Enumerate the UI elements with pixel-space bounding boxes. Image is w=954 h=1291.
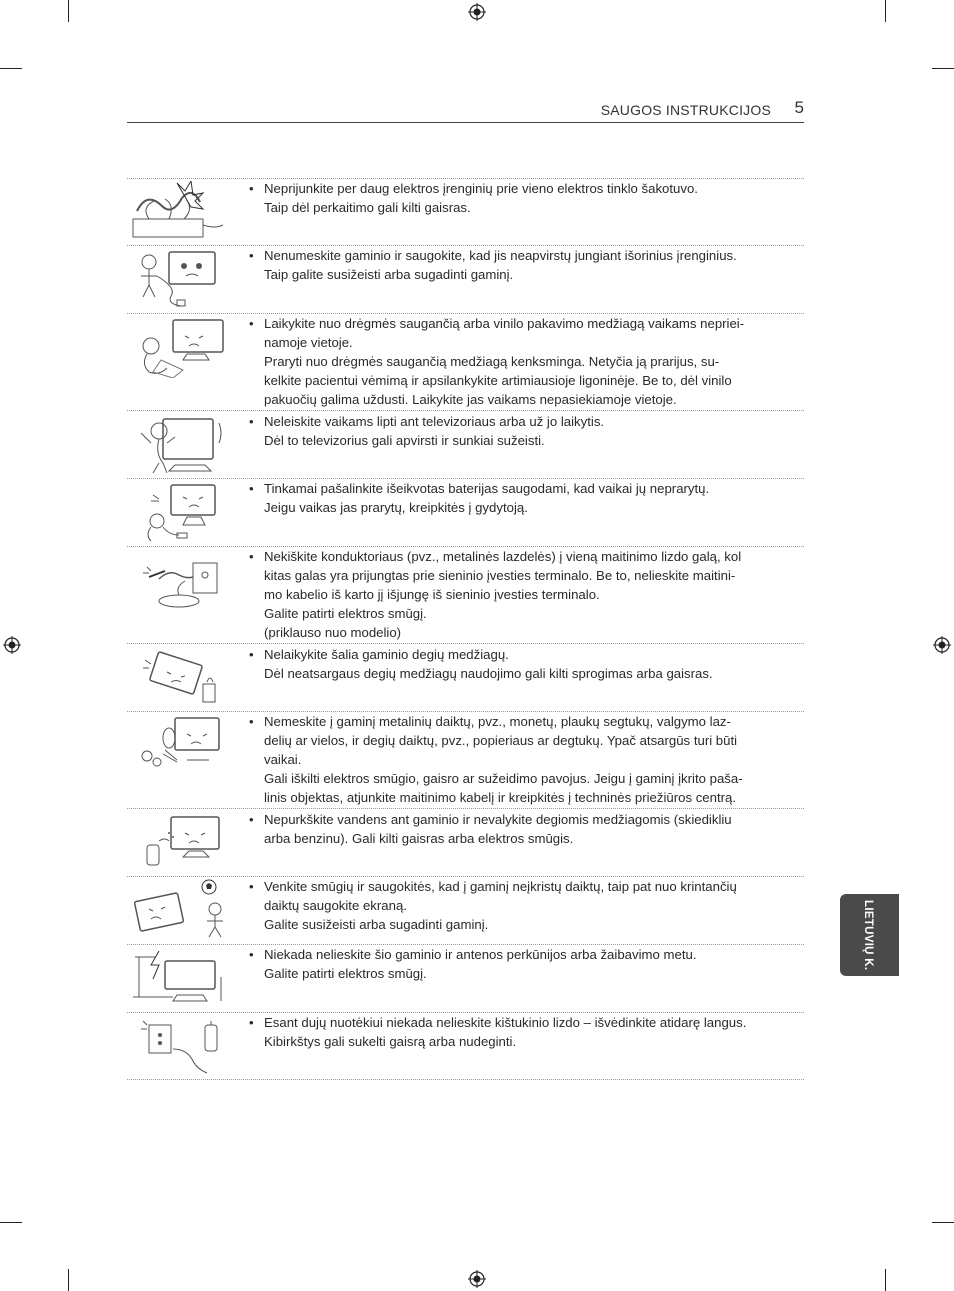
instruction-row: [127, 546, 804, 643]
language-tab-label: LIETUVIŲ K.: [862, 900, 874, 971]
bullet-icon: •: [249, 714, 254, 729]
bullet-icon: •: [249, 1015, 254, 1030]
instruction-row: [127, 876, 804, 944]
instruction-line: Tinkamai pašalinkite išeikvotas baterijas saugodami, kad vaikai jų neprarytų.: [264, 481, 710, 496]
instruction-text: [249, 645, 789, 683]
instruction-text: [249, 314, 789, 409]
page-number: 5: [794, 98, 804, 117]
child-climbing-tv-illustration-icon: [129, 413, 233, 475]
instruction-line: namoje vietoje.: [264, 335, 353, 350]
instruction-text: [249, 479, 789, 517]
water-spray-illustration-icon: [129, 811, 233, 873]
instruction-line: arba benzinu). Gali kilti gaisras arba elektros smūgis.: [264, 831, 574, 846]
instruction-row: [127, 808, 804, 876]
crop-mark: [68, 1269, 69, 1291]
section-title: SAUGOS INSTRUKCIJOS: [600, 102, 771, 118]
registration-mark-icon: [468, 1270, 486, 1288]
instruction-line: kelkite pacientui vėmimą ir apsilankykite artimiausioje ligoninėje. Be to, dėl vinilo: [264, 373, 732, 388]
ball-impact-illustration-icon: [129, 879, 233, 941]
registration-mark-icon: [3, 636, 21, 654]
child-pulling-cable-illustration-icon: [129, 248, 233, 310]
bullet-icon: •: [249, 647, 254, 662]
bullet-icon: •: [249, 414, 254, 429]
instruction-line: Galite patirti elektros smūgį.: [264, 606, 427, 621]
crop-mark: [885, 0, 886, 22]
instruction-text: [249, 412, 789, 450]
instruction-line: daiktų saugokite ekraną.: [264, 898, 407, 913]
instruction-row: [127, 410, 804, 478]
instruction-line: Nenumeskite gaminio ir saugokite, kad jis neapvirstų jungiant išorinius įrenginius.: [264, 248, 737, 263]
instruction-line: Galite susižeisti arba sugadinti gaminį.: [264, 917, 489, 932]
instruction-line: Dėl to televizorius gali apvirsti ir sunkiai sužeisti.: [264, 433, 545, 448]
bullet-icon: •: [249, 316, 254, 331]
flammable-material-illustration-icon: [129, 646, 233, 708]
instruction-line: Taip dėl perkaitimo gali kilti gaisras.: [264, 200, 471, 215]
instruction-line: vaikai.: [264, 752, 302, 767]
instruction-line: Nelaikykite šalia gaminio degių medžiagų.: [264, 647, 509, 662]
metal-objects-illustration-icon: [129, 714, 233, 776]
instruction-line: Taip galite susižeisti arba sugadinti gaminį.: [264, 267, 514, 282]
instruction-line: Neleiskite vaikams lipti ant televizoriaus arba už jo laikytis.: [264, 414, 605, 429]
instruction-line: pakuočių galima uždusti. Laikykite jas vaikams nepasiekiamoje vietoje.: [264, 392, 677, 407]
crop-mark: [0, 68, 22, 69]
metal-chopstick-socket-illustration-icon: [129, 549, 233, 611]
instruction-line: Nepurkškite vandens ant gaminio ir nevalykite degiomis medžiagomis (skiedikliu: [264, 812, 732, 827]
instruction-row: [127, 313, 804, 410]
battery-child-illustration-icon: [129, 481, 233, 543]
instruction-text: [249, 179, 789, 217]
instruction-line: Venkite smūgių ir saugokitės, kad į gaminį neįkristų daiktų, taip pat nuo krintančių: [264, 879, 737, 894]
instruction-text: [249, 945, 789, 983]
instruction-line: Kibirkštys gali sukelti gaisrą arba nudeginti.: [264, 1034, 517, 1049]
instruction-line: Nemeskite į gaminį metalinių daiktų, pvz., monetų, plaukų segtukų, valgymo laz-: [264, 714, 731, 729]
instruction-line: (priklauso nuo modelio): [264, 625, 402, 640]
instruction-text: [249, 810, 789, 848]
instruction-line: Neprijunkite per daug elektros įrenginių prie vieno elektros tinklo šakotuvo.: [264, 181, 698, 196]
instruction-line: Praryti nuo drėgmės saugančią medžiagą kenksminga. Netyčia ją prarijus, su-: [264, 354, 720, 369]
instruction-text: [249, 547, 789, 642]
bullet-icon: •: [249, 879, 254, 894]
instruction-line: Galite patirti elektros smūgį.: [264, 966, 427, 981]
instruction-row: [127, 711, 804, 808]
instruction-line: delių ar vielos, ir degių daiktų, pvz., popieriaus ar degtukų. Ypač atsargūs turi būti: [264, 733, 738, 748]
crop-mark: [68, 0, 69, 22]
instruction-text: [249, 712, 789, 807]
bullet-icon: •: [249, 812, 254, 827]
bullet-icon: •: [249, 549, 254, 564]
safety-instructions-list: [127, 178, 804, 1080]
instruction-line: Gali iškilti elektros smūgio, gaisro ar sužeidimo pavojus. Jeigu į gaminį įkrito paša-: [264, 771, 743, 786]
language-tab: [840, 894, 899, 976]
instruction-line: Dėl neatsargaus degių medžiagų naudojimo gali kilti sprogimas arba gaisras.: [264, 666, 713, 681]
instruction-text: [249, 1013, 789, 1051]
page-header: [127, 98, 804, 123]
instruction-row: [127, 1012, 804, 1080]
registration-mark-icon: [933, 636, 951, 654]
bullet-icon: •: [249, 181, 254, 196]
instruction-line: Esant dujų nuotėkiui niekada nelieskite kištukinio lizdo – išvėdinkite atidarę langus.: [264, 1015, 747, 1030]
instruction-line: Laikykite nuo drėgmės saugančią arba vinilo pakavimo medžiagą vaikams nepriei-: [264, 316, 745, 331]
instruction-row: [127, 178, 804, 245]
bullet-icon: •: [249, 947, 254, 962]
instruction-text: [249, 877, 789, 934]
instruction-line: kitas galas yra prijungtas prie sieninio įvesties terminalo. Be to, nelieskite maitini-: [264, 568, 736, 583]
gas-leak-plug-illustration-icon: [129, 1015, 233, 1077]
crop-mark: [0, 1222, 22, 1223]
crop-mark: [932, 68, 954, 69]
instruction-row: [127, 643, 804, 711]
registration-mark-icon: [468, 3, 486, 21]
bullet-icon: •: [249, 248, 254, 263]
instruction-row: [127, 245, 804, 313]
child-packaging-illustration-icon: [129, 316, 233, 378]
lightning-antenna-illustration-icon: [129, 947, 233, 1009]
instruction-line: Nekiškite konduktoriaus (pvz., metalinės lazdelės) į vieną maitinimo lizdo galą, kol: [264, 549, 742, 564]
instruction-row: [127, 944, 804, 1012]
overloaded-outlet-illustration-icon: [129, 181, 233, 243]
instruction-line: linis objektas, atjunkite maitinimo kabelį ir kreipkitės į techninės priežiūros centrą.: [264, 790, 737, 805]
instruction-text: [249, 246, 789, 284]
crop-mark: [885, 1269, 886, 1291]
bullet-icon: •: [249, 481, 254, 496]
crop-mark: [932, 1222, 954, 1223]
instruction-line: Jeigu vaikas jas prarytų, kreipkitės į gydytoją.: [264, 500, 528, 515]
instruction-line: mo kabelio iš karto jį išjungę iš sieninio įvesties terminalo.: [264, 587, 600, 602]
instruction-line: Niekada nelieskite šio gaminio ir antenos perkūnijos arba žaibavimo metu.: [264, 947, 697, 962]
instruction-row: [127, 478, 804, 546]
